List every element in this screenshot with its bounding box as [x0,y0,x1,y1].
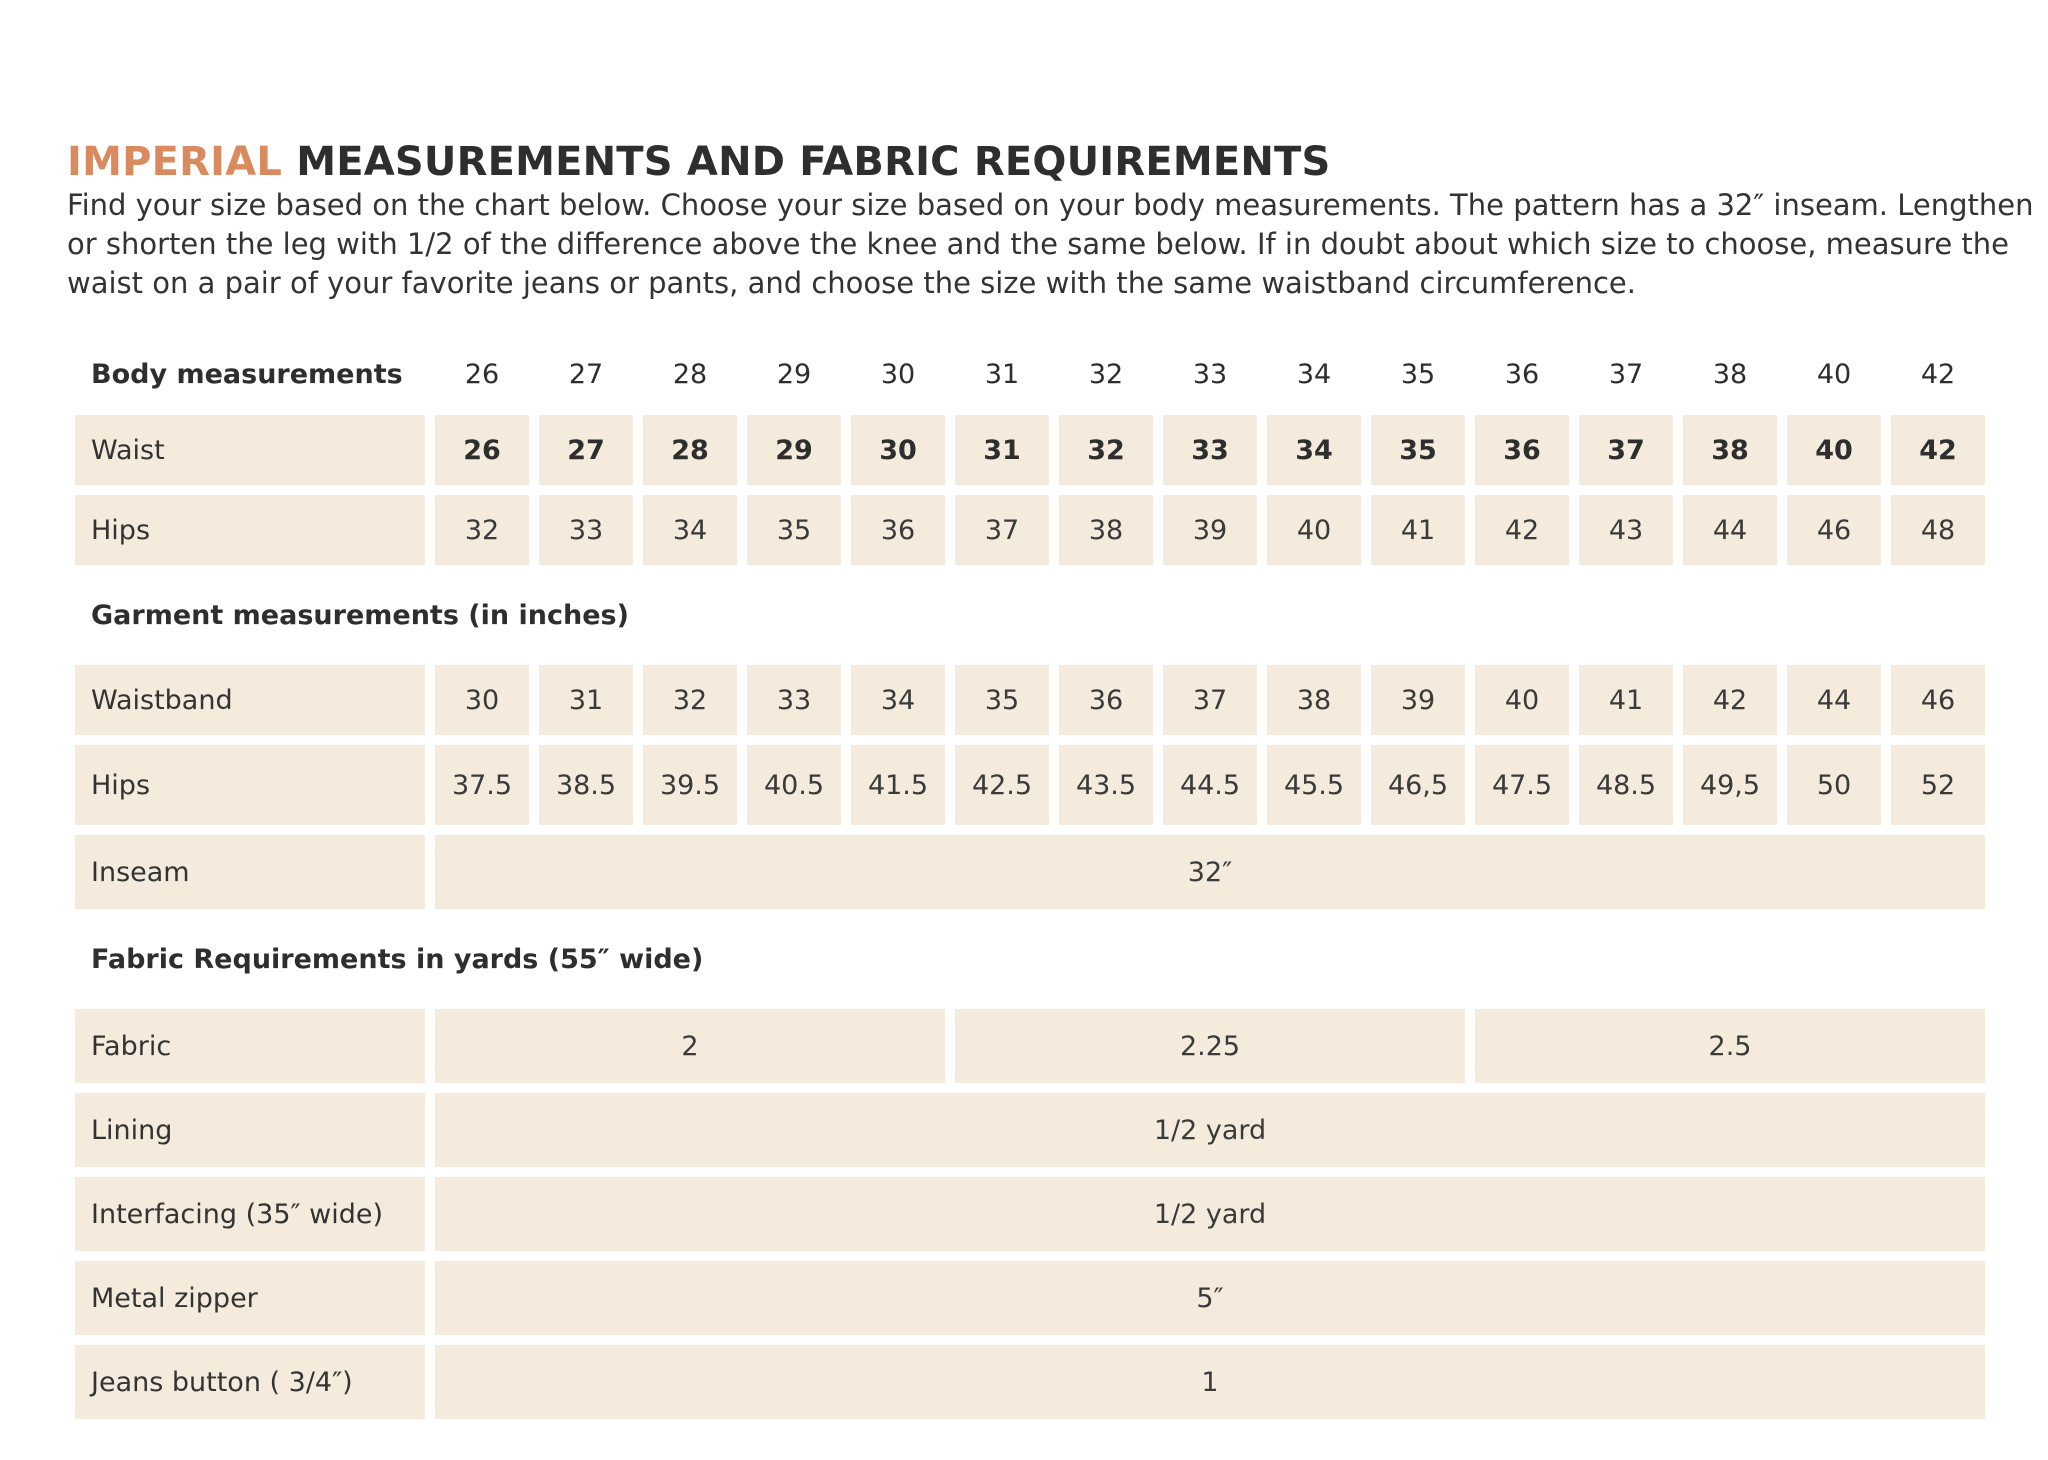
waistband-cell: 38 [1267,665,1361,735]
size-header: 26 [464,358,500,390]
intro-line: waist on a pair of your favorite jeans or pants, and choose the size with the same waistband circumference. [67,266,1636,300]
waistband-cell: 44 [1787,665,1881,735]
body-hips-cell: 43 [1579,495,1673,565]
waistband-cell: 37 [1163,665,1257,735]
waistband-cell: 42 [1683,665,1777,735]
size-header: 33 [1192,358,1228,390]
waist-cell: 33 [1163,415,1257,485]
size-header: 36 [1504,358,1540,390]
body-hips-cell: 39 [1163,495,1257,565]
garment-hips-cell: 47.5 [1475,745,1569,825]
size-chart-table [75,343,1985,1403]
body-hips-cell: 34 [643,495,737,565]
size-header: 34 [1296,358,1332,390]
body-measurements-header: Body measurements [91,358,403,390]
size-header: 37 [1608,358,1644,390]
waist-cell: 28 [643,415,737,485]
waistband-label: Waistband [75,665,425,735]
waistband-cell: 35 [955,665,1049,735]
waistband-cell: 32 [643,665,737,735]
body-hips-cell: 48 [1891,495,1985,565]
title-accent: IMPERIAL [67,139,283,185]
body-hips-cell: 46 [1787,495,1881,565]
body-hips-cell: 36 [851,495,945,565]
size-header: 32 [1088,358,1124,390]
waist-cell: 31 [955,415,1049,485]
waist-cell: 35 [1371,415,1465,485]
waistband-cell: 34 [851,665,945,735]
waist-cell: 38 [1683,415,1777,485]
waist-cell: 37 [1579,415,1673,485]
intro-line: or shorten the leg with 1/2 of the difference above the knee and the same below. If in doubt about which size to choose, measure the [67,227,2009,261]
waistband-cell: 40 [1475,665,1569,735]
waist-cell: 29 [747,415,841,485]
garment-hips-cell: 38.5 [539,745,633,825]
size-header: 38 [1712,358,1748,390]
interfacing-label: Interfacing (35″ wide) [75,1177,425,1251]
size-header: 31 [984,358,1020,390]
fabric-label: Fabric [75,1009,425,1083]
body-hips-cell: 37 [955,495,1049,565]
size-header: 40 [1816,358,1852,390]
size-header: 30 [880,358,916,390]
waist-cell: 26 [435,415,529,485]
body-hips-cell: 42 [1475,495,1569,565]
waistband-cell: 33 [747,665,841,735]
garment-hips-cell: 50 [1787,745,1881,825]
body-hips-cell: 44 [1683,495,1777,565]
lining-label: Lining [75,1093,425,1167]
garment-hips-cell: 40.5 [747,745,841,825]
fabric-value: 2 [435,1009,945,1083]
waist-cell: 40 [1787,415,1881,485]
fabric-requirements-header: Fabric Requirements in yards (55″ wide) [91,943,704,975]
waistband-cell: 30 [435,665,529,735]
garment-hips-cell: 37.5 [435,745,529,825]
size-header: 27 [568,358,604,390]
zipper-value: 5″ [435,1261,1985,1335]
garment-hips-cell: 45.5 [1267,745,1361,825]
waist-cell: 42 [1891,415,1985,485]
body-hips-cell: 41 [1371,495,1465,565]
garment-hips-cell: 39.5 [643,745,737,825]
waist-label: Waist [75,415,425,485]
body-hips-cell: 32 [435,495,529,565]
size-header: 29 [776,358,812,390]
waistband-cell: 31 [539,665,633,735]
waist-cell: 27 [539,415,633,485]
body-hips-cell: 38 [1059,495,1153,565]
size-header: 28 [672,358,708,390]
garment-hips-cell: 43.5 [1059,745,1153,825]
garment-hips-cell: 49,5 [1683,745,1777,825]
size-header: 42 [1920,358,1956,390]
button-label: Jeans button ( 3/4″) [75,1345,425,1419]
title-rest: MEASUREMENTS AND FABRIC REQUIREMENTS [296,139,1331,185]
interfacing-value: 1/2 yard [435,1177,1985,1251]
intro-line: Find your size based on the chart below. Choose your size based on your body measurements. The pattern has a 32″ inseam. Lengthen [67,188,2034,222]
garment-hips-cell: 44.5 [1163,745,1257,825]
garment-hips-cell: 46,5 [1371,745,1465,825]
inseam-label: Inseam [75,835,425,909]
garment-hips-cell: 48.5 [1579,745,1673,825]
waist-cell: 32 [1059,415,1153,485]
body-hips-cell: 33 [539,495,633,565]
waist-cell: 34 [1267,415,1361,485]
waist-cell: 30 [851,415,945,485]
page-title [67,138,1331,186]
body-hips-cell: 40 [1267,495,1361,565]
garment-hips-cell: 42.5 [955,745,1049,825]
button-value: 1 [435,1345,1985,1419]
waistband-cell: 39 [1371,665,1465,735]
waistband-cell: 41 [1579,665,1673,735]
garment-measurements-header: Garment measurements (in inches) [91,599,629,631]
waistband-cell: 36 [1059,665,1153,735]
size-header: 35 [1400,358,1436,390]
garment-hips-cell: 41.5 [851,745,945,825]
garment-hips-label: Hips [75,745,425,825]
inseam-value: 32″ [435,835,1985,909]
fabric-value: 2.25 [955,1009,1465,1083]
body-hips-label: Hips [75,495,425,565]
fabric-value: 2.5 [1475,1009,1985,1083]
intro-paragraph [67,186,2034,303]
zipper-label: Metal zipper [75,1261,425,1335]
lining-value: 1/2 yard [435,1093,1985,1167]
body-hips-cell: 35 [747,495,841,565]
waist-cell: 36 [1475,415,1569,485]
waistband-cell: 46 [1891,665,1985,735]
garment-hips-cell: 52 [1891,745,1985,825]
